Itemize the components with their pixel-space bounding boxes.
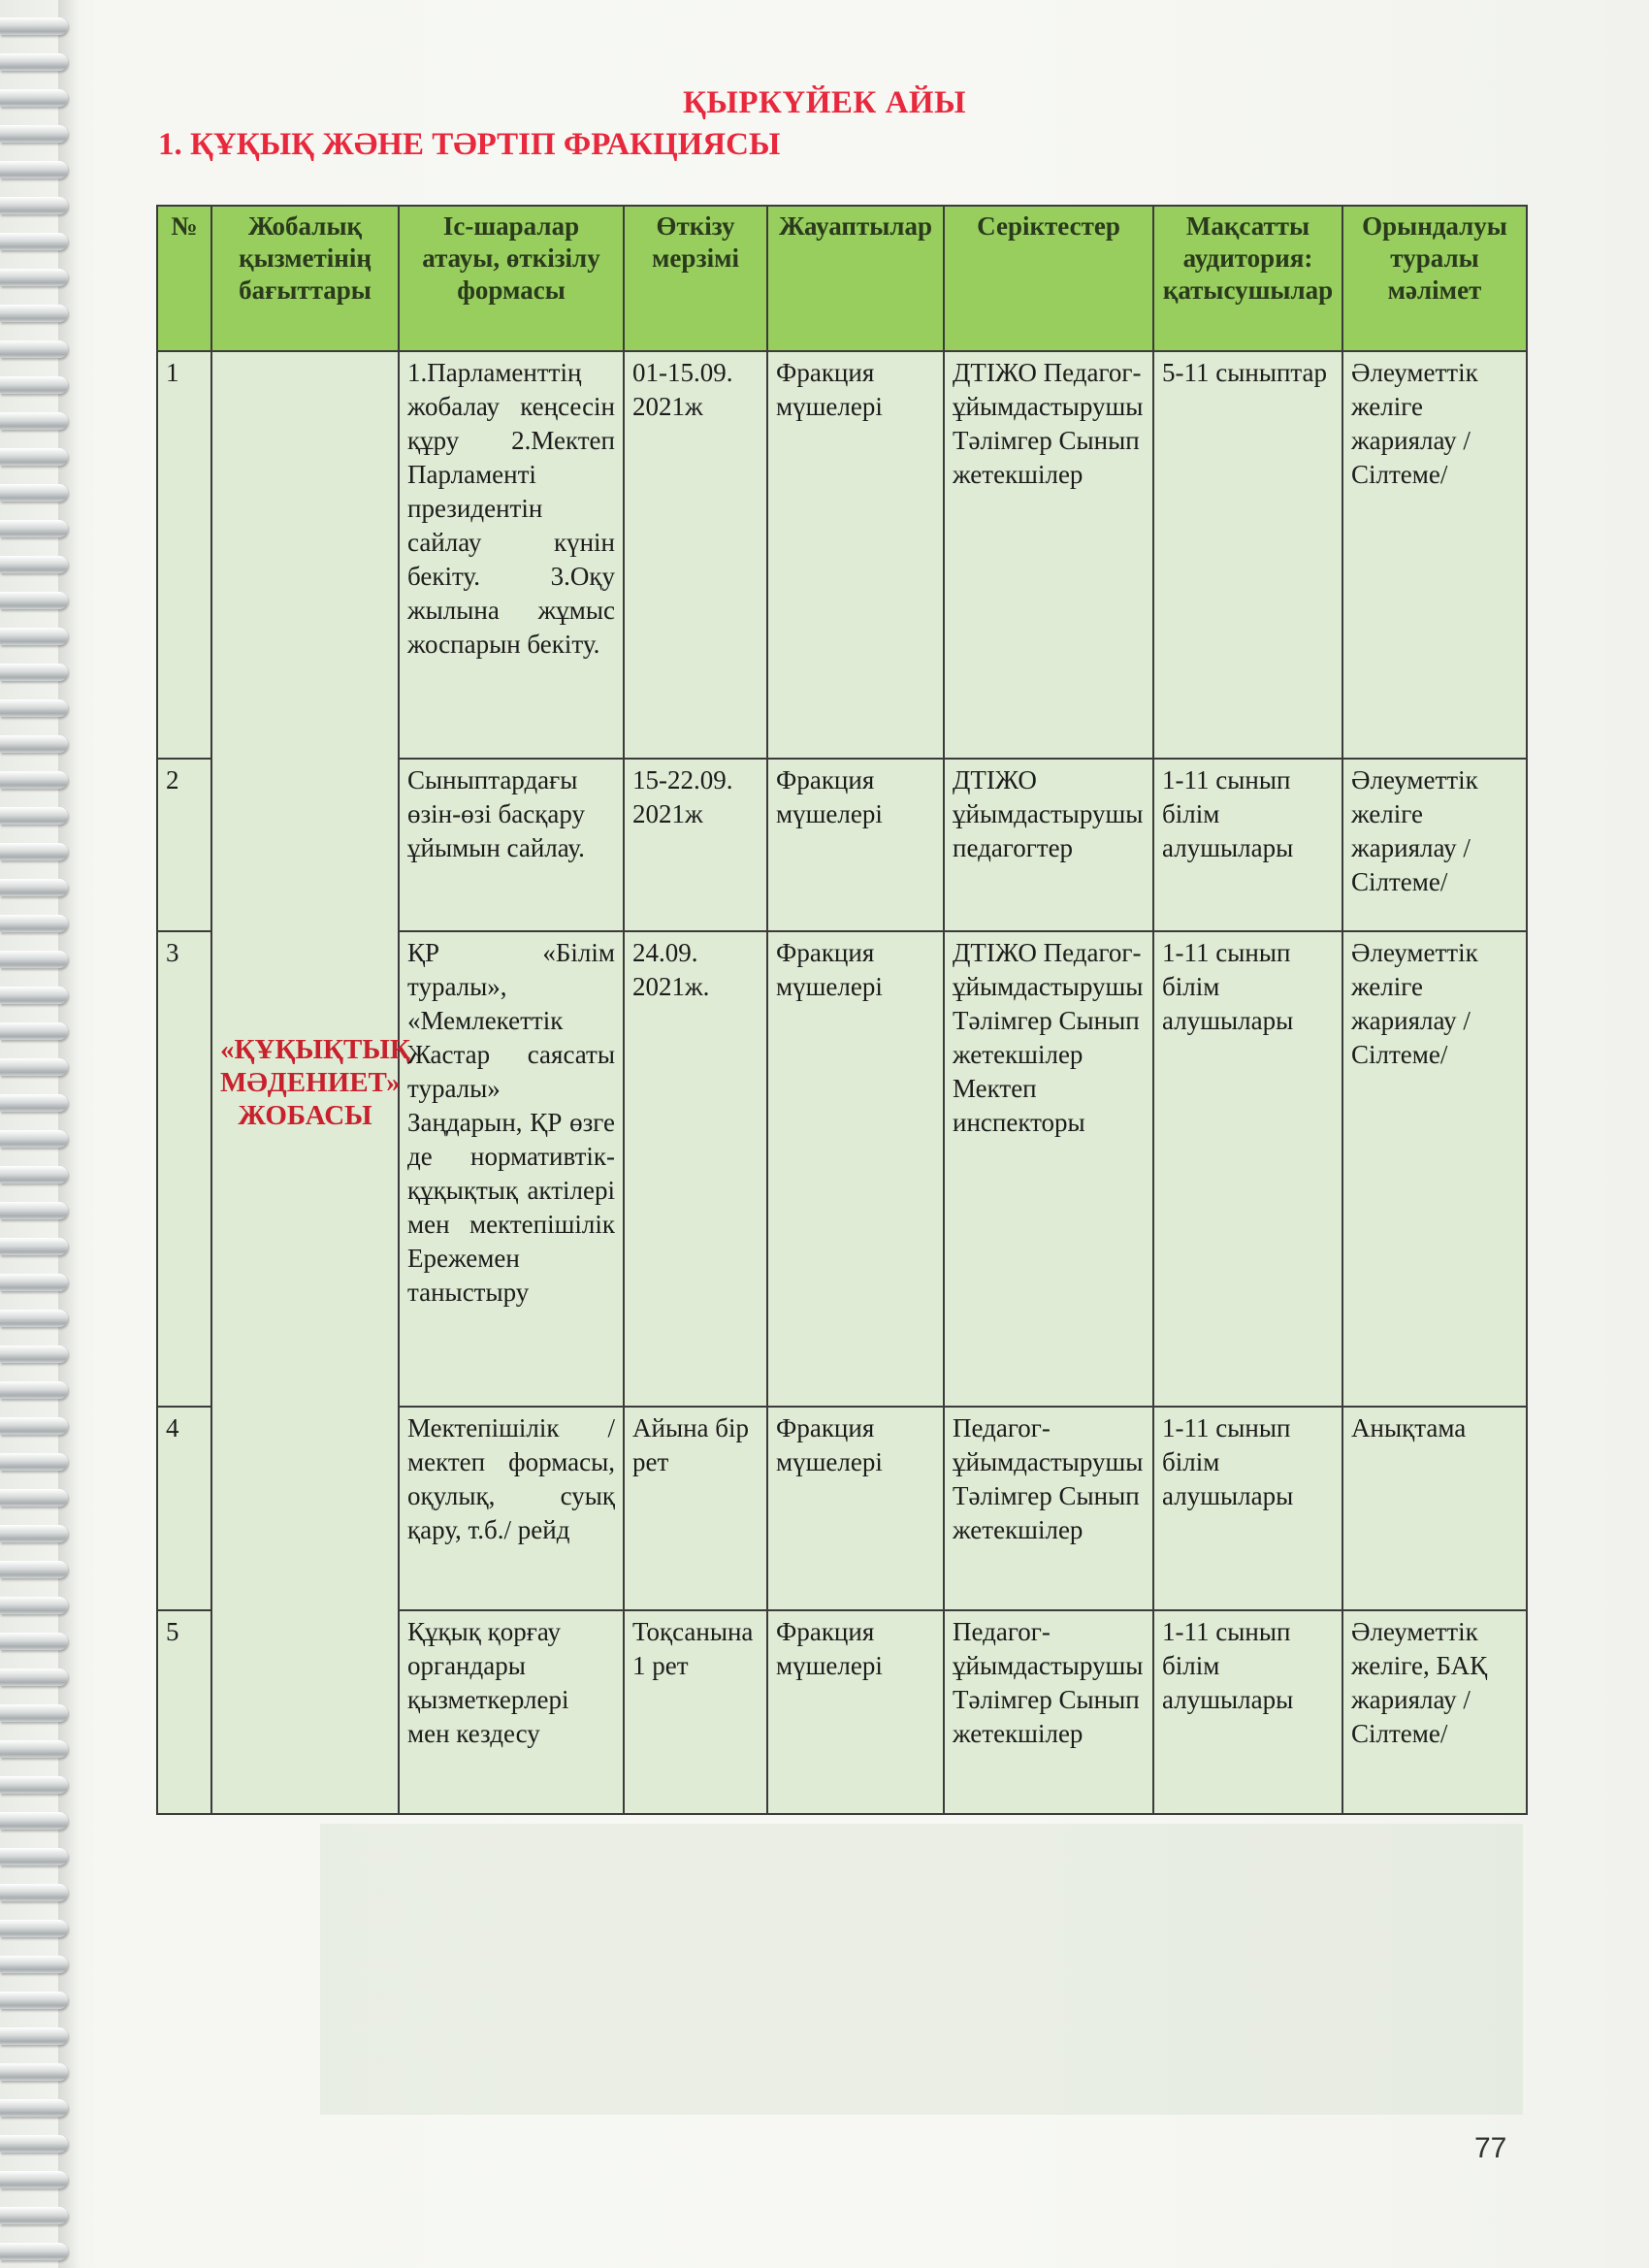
binding-ring: [0, 197, 68, 214]
audience-cell: 5-11 сыныптар: [1153, 351, 1342, 759]
binding-ring: [0, 2063, 68, 2081]
col-header-direction: Жобалық қызметінің бағыттары: [211, 206, 399, 351]
binding-ring: [0, 1812, 68, 1830]
project-name: «ҚҰҚЫҚТЫҚ МӘДЕНИЕТ» ЖОБАСЫ: [211, 351, 399, 1814]
date-cell: Тоқсанына 1 рет: [624, 1610, 767, 1814]
binding-ring: [0, 1561, 68, 1578]
col-header-number: №: [157, 206, 211, 351]
binding-ring: [0, 879, 68, 896]
month-heading: ҚЫРКҮЙЕК АЙЫ: [682, 85, 966, 120]
table-row: [157, 351, 1527, 759]
binding-ring: [0, 1345, 68, 1363]
binding-ring: [0, 556, 68, 573]
binding-ring: [0, 1884, 68, 1901]
result-cell: Анықтама: [1342, 1407, 1527, 1610]
partners-cell: Педагог-ұйымдастырушы Тәлімгер Сынып жетекшілер: [944, 1407, 1153, 1610]
show-through-shadow: [320, 1824, 1523, 2115]
audience-cell: 1-11 сынып білім алушылары: [1153, 931, 1342, 1407]
binding-ring: [0, 1489, 68, 1507]
binding-ring: [0, 2171, 68, 2188]
binding-ring: [0, 1453, 68, 1471]
spiral-binding: [0, 0, 76, 2268]
responsible-cell: Фракция мүшелері: [767, 351, 944, 759]
activity-cell: Сыныптардағы өзін-өзі басқару ұйымын сайлау.: [399, 759, 624, 931]
activity-cell: ҚР «Білім туралы», «Мемлекеттік Жастар саясаты туралы» Заңдарын, ҚР өзге де нормативтік-құқықтық актілері мен мектепішілік Ережемен таныстыру: [399, 931, 624, 1407]
binding-ring: [0, 1956, 68, 1973]
binding-ring: [0, 376, 68, 394]
date-cell: 15-22.09. 2021ж: [624, 759, 767, 931]
activity-plan-table: [156, 205, 1528, 1815]
binding-ring: [0, 125, 68, 143]
binding-ring: [0, 1310, 68, 1327]
binding-ring: [0, 448, 68, 466]
binding-ring: [0, 53, 68, 71]
result-cell: Әлеуметтік желіге жариялау /Сілтеме/: [1342, 351, 1527, 759]
page-number: 77: [1474, 2132, 1507, 2164]
partners-cell: Педагог-ұйымдастырушы Тәлімгер Сынып жетекшілер: [944, 1610, 1153, 1814]
row-number: 1: [157, 351, 211, 759]
binding-ring: [0, 987, 68, 1004]
binding-ring: [0, 1274, 68, 1291]
binding-ring: [0, 1166, 68, 1183]
binding-ring: [0, 1597, 68, 1614]
row-number: 2: [157, 759, 211, 931]
binding-ring: [0, 1094, 68, 1112]
binding-ring: [0, 305, 68, 322]
col-header-result: Орындалуы туралы мәлімет: [1342, 206, 1527, 351]
col-header-activity: Іс-шаралар атауы, өткізілу формасы: [399, 206, 624, 351]
binding-ring: [0, 699, 68, 717]
responsible-cell: Фракция мүшелері: [767, 759, 944, 931]
table-header-row: [157, 206, 1527, 351]
binding-ring: [0, 1525, 68, 1542]
binding-ring: [0, 233, 68, 250]
col-header-date: Өткізу мерзімі: [624, 206, 767, 351]
binding-ring: [0, 915, 68, 932]
binding-ring: [0, 2099, 68, 2117]
binding-ring: [0, 1381, 68, 1399]
partners-cell: ДТІЖО Педагог-ұйымдастырушы Тәлімгер Сынып жетекшілер Мектеп инспекторы: [944, 931, 1153, 1407]
binding-ring: [0, 951, 68, 968]
col-header-partners: Серіктестер: [944, 206, 1153, 351]
binding-ring: [0, 2027, 68, 2045]
binding-ring: [0, 2207, 68, 2224]
partners-cell: ДТІЖО Педагог-ұйымдастырушы Тәлімгер Сынып жетекшілер: [944, 351, 1153, 759]
binding-ring: [0, 1704, 68, 1722]
binding-ring: [0, 771, 68, 789]
audience-cell: 1-11 сынып білім алушылары: [1153, 759, 1342, 931]
binding-ring: [0, 2135, 68, 2153]
responsible-cell: Фракция мүшелері: [767, 1610, 944, 1814]
audience-cell: 1-11 сынып білім алушылары: [1153, 1407, 1342, 1610]
binding-ring: [0, 340, 68, 358]
binding-ring: [0, 628, 68, 645]
result-cell: Әлеуметтік желіге, БАҚ жариялау /Сілтеме/: [1342, 1610, 1527, 1814]
binding-ring: [0, 1776, 68, 1794]
binding-ring: [0, 843, 68, 860]
binding-ring: [0, 1669, 68, 1686]
date-cell: Айына бір рет: [624, 1407, 767, 1610]
col-header-responsible: Жауаптылар: [767, 206, 944, 351]
date-cell: 24.09. 2021ж.: [624, 931, 767, 1407]
binding-ring: [0, 269, 68, 286]
responsible-cell: Фракция мүшелері: [767, 1407, 944, 1610]
binding-ring: [0, 1633, 68, 1650]
binding-ring: [0, 484, 68, 502]
binding-ring: [0, 161, 68, 178]
binding-ring: [0, 592, 68, 609]
binding-ring: [0, 1992, 68, 2009]
binding-ring: [0, 1238, 68, 1255]
binding-ring: [0, 412, 68, 430]
responsible-cell: Фракция мүшелері: [767, 931, 944, 1407]
activity-cell: 1.Парламенттің жобалау кеңсесін құру 2.Мектеп Парламенті президентін сайлау күнін бекіту. 3.Оқу жылына жұмыс жоспарын бекіту.: [399, 351, 624, 759]
result-cell: Әлеуметтік желіге жариялау /Сілтеме/: [1342, 759, 1527, 931]
binding-ring: [0, 1417, 68, 1435]
binding-ring: [0, 735, 68, 753]
row-number: 5: [157, 1610, 211, 1814]
row-number: 4: [157, 1407, 211, 1610]
binding-ring: [0, 520, 68, 537]
binding-ring: [0, 1848, 68, 1865]
binding-ring: [0, 1740, 68, 1758]
audience-cell: 1-11 сынып білім алушылары: [1153, 1610, 1342, 1814]
result-cell: Әлеуметтік желіге жариялау /Сілтеме/: [1342, 931, 1527, 1407]
activity-cell: Құқық қорғау органдары қызметкерлері мен кездесу: [399, 1610, 624, 1814]
section-heading: 1. ҚҰҚЫҚ ЖӘНЕ ТӘРТІП ФРАКЦИЯСЫ: [158, 127, 781, 162]
binding-ring: [0, 1022, 68, 1040]
activity-cell: Мектепішілік /мектеп формасы, оқулық, суық қару, т.б./ рейд: [399, 1407, 624, 1610]
binding-ring: [0, 807, 68, 825]
binding-ring: [0, 1202, 68, 1219]
row-number: 3: [157, 931, 211, 1407]
binding-ring: [0, 1130, 68, 1148]
partners-cell: ДТІЖО ұйымдастырушы педагогтер: [944, 759, 1153, 931]
binding-ring: [0, 1920, 68, 1937]
binding-ring: [0, 17, 68, 35]
col-header-audience: Мақсатты аудитория: қатысушылар: [1153, 206, 1342, 351]
binding-ring: [0, 664, 68, 681]
binding-ring: [0, 2243, 68, 2260]
date-cell: 01-15.09. 2021ж: [624, 351, 767, 759]
binding-ring: [0, 1058, 68, 1076]
